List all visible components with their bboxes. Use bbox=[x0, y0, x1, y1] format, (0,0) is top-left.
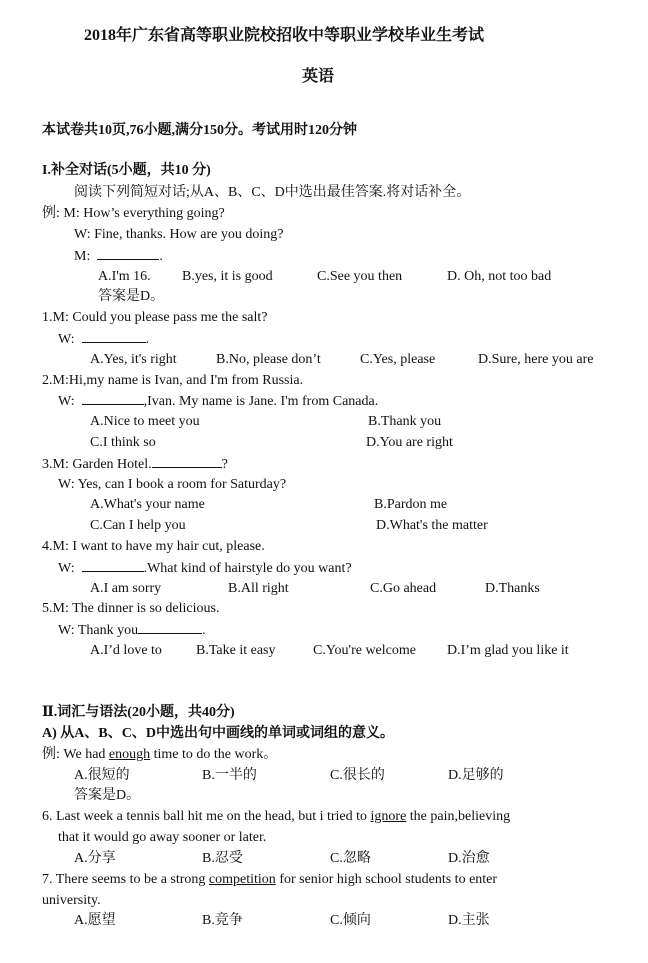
q1-option-d: D.Sure, here you are bbox=[478, 352, 594, 367]
underlined-word: ignore bbox=[370, 809, 407, 824]
q7-pre: 7. There seems to be a strong bbox=[42, 872, 209, 887]
example-m2-prefix: M: bbox=[74, 249, 91, 264]
q6-option-d: D.治愈 bbox=[448, 851, 490, 866]
example-option-d: D. Oh, not too bad bbox=[447, 269, 552, 284]
q2-option-a: A.Nice to meet you bbox=[90, 414, 200, 429]
vocab-example-option-a: A.很短的 bbox=[74, 768, 130, 783]
vocab-example-line bbox=[42, 746, 277, 764]
q4-option-a: A.I am sorry bbox=[90, 581, 162, 596]
example-m2-line bbox=[74, 247, 163, 266]
example-answer: 答案是D。 bbox=[98, 289, 165, 304]
q2-option-b: B.Thank you bbox=[368, 414, 442, 429]
answer-blank bbox=[97, 247, 159, 260]
example-option-c: C.See you then bbox=[317, 269, 403, 284]
q1-w-suffix: . bbox=[145, 332, 150, 347]
q6-option-c: C.忽略 bbox=[330, 851, 371, 866]
q2-option-d: D.You are right bbox=[366, 435, 453, 450]
q5-m-line: 5.M: The dinner is so delicious. bbox=[42, 601, 220, 616]
q6-option-b: B.忍受 bbox=[202, 851, 243, 866]
q5-option-b: B.Take it easy bbox=[196, 643, 276, 658]
q4-w-line bbox=[58, 559, 352, 578]
q3-option-c: C.Can I help you bbox=[90, 518, 186, 533]
q3-w-line: W: Yes, can I book a room for Saturday? bbox=[58, 477, 287, 492]
q1-option-b: B.No, please don’t bbox=[216, 352, 321, 367]
vocab-example-option-b: B.一半的 bbox=[202, 768, 257, 783]
q1-option-a: A.Yes, it's right bbox=[90, 352, 177, 367]
example-m2-suffix: . bbox=[159, 249, 163, 264]
q7-post: for senior high school students to enter bbox=[275, 872, 498, 887]
q7-line2: university. bbox=[42, 893, 101, 908]
subject-title: 英语 bbox=[302, 68, 335, 85]
q5-option-a: A.I’d love to bbox=[90, 643, 162, 658]
part2-heading: Ⅱ.词汇与语法(20小题，共40分) bbox=[42, 705, 235, 720]
q7-option-c: C.倾向 bbox=[330, 913, 371, 928]
q6-option-a: A.分享 bbox=[74, 851, 116, 866]
exam-title: 2018年广东省高等职业院校招收中等职业学校毕业生考试 bbox=[84, 27, 485, 44]
q5-w-line bbox=[58, 621, 206, 640]
q3-option-a: A.What's your name bbox=[90, 497, 205, 512]
q7-line1 bbox=[42, 871, 497, 889]
example-option-b: B.yes, it is good bbox=[182, 269, 273, 284]
q2-option-c: C.I think so bbox=[90, 435, 156, 450]
q2-w-suffix: ,Ivan. My name is Jane. I'm from Canada. bbox=[143, 394, 379, 409]
vocab-example-answer: 答案是D。 bbox=[74, 788, 141, 803]
q4-option-d: D.Thanks bbox=[485, 581, 540, 596]
q2-w-line bbox=[58, 392, 378, 411]
q5-option-d: D.I’m glad you like it bbox=[447, 643, 569, 658]
part1-direction: 阅读下列简短对话;从A、B、C、D中选出最佳答案.将对话补全。 bbox=[74, 185, 471, 200]
q2-w-prefix: W: bbox=[58, 394, 75, 409]
example-w-line: W: Fine, thanks. How are you doing? bbox=[74, 227, 284, 242]
q4-w-prefix: W: bbox=[58, 561, 75, 576]
underlined-word: enough bbox=[108, 747, 151, 762]
vocab-example-option-d: D.足够的 bbox=[448, 768, 504, 783]
answer-blank bbox=[138, 621, 202, 634]
example-m-line: 例: M: How’s everything going? bbox=[42, 206, 225, 221]
answer-blank bbox=[152, 455, 222, 468]
q4-option-b: B.All right bbox=[228, 581, 289, 596]
q4-m-line: 4.M: I want to have my hair cut, please. bbox=[42, 539, 265, 554]
q7-option-a: A.愿望 bbox=[74, 913, 116, 928]
q3-option-b: B.Pardon me bbox=[374, 497, 448, 512]
q5-w-prefix: W: Thank you bbox=[58, 623, 139, 638]
q7-option-b: B.竞争 bbox=[202, 913, 243, 928]
q7-option-d: D.主张 bbox=[448, 913, 490, 928]
q3-m-prefix: 3.M: Garden Hotel. bbox=[42, 457, 152, 472]
q3-m-suffix: ? bbox=[221, 457, 228, 472]
q1-option-c: C.Yes, please bbox=[360, 352, 436, 367]
q2-m-line: 2.M:Hi,my name is Ivan, and I'm from Russia. bbox=[42, 373, 304, 388]
vocab-example-post: time to do the work。 bbox=[150, 747, 278, 762]
part1-heading: I.补全对话(5小题，共10 分) bbox=[42, 163, 211, 178]
vocab-example-option-c: C.很长的 bbox=[330, 768, 385, 783]
example-option-a: A.I'm 16. bbox=[98, 269, 151, 284]
q6-pre: 6. Last week a tennis ball hit me on the head, but i tried to bbox=[42, 809, 371, 824]
answer-blank bbox=[82, 330, 146, 343]
part2-sub-a: A) 从A、B、C、D中选出句中画线的单词或词组的意义。 bbox=[42, 726, 394, 741]
q3-option-d: D.What's the matter bbox=[376, 518, 488, 533]
q5-w-suffix: . bbox=[202, 623, 206, 638]
underlined-word: competition bbox=[208, 872, 276, 887]
q5-option-c: C.You're welcome bbox=[313, 643, 416, 658]
q6-line2: that it would go away sooner or later. bbox=[58, 830, 267, 845]
q1-m-line: 1.M: Could you please pass me the salt? bbox=[42, 310, 268, 325]
answer-blank bbox=[82, 392, 144, 405]
vocab-example-pre: 例: We had bbox=[42, 747, 109, 762]
q4-w-suffix: .What kind of hairstyle do you want? bbox=[143, 561, 352, 576]
q4-option-c: C.Go ahead bbox=[370, 581, 437, 596]
exam-instructions: 本试卷共10页,76小题,满分150分。考试用时120分钟 bbox=[42, 123, 357, 138]
q3-m-line bbox=[42, 455, 228, 474]
q6-post: the pain,believing bbox=[406, 809, 511, 824]
answer-blank bbox=[82, 559, 144, 572]
q6-line1 bbox=[42, 808, 510, 826]
q1-w-prefix: W: bbox=[58, 332, 75, 347]
q1-w-line bbox=[58, 330, 149, 349]
